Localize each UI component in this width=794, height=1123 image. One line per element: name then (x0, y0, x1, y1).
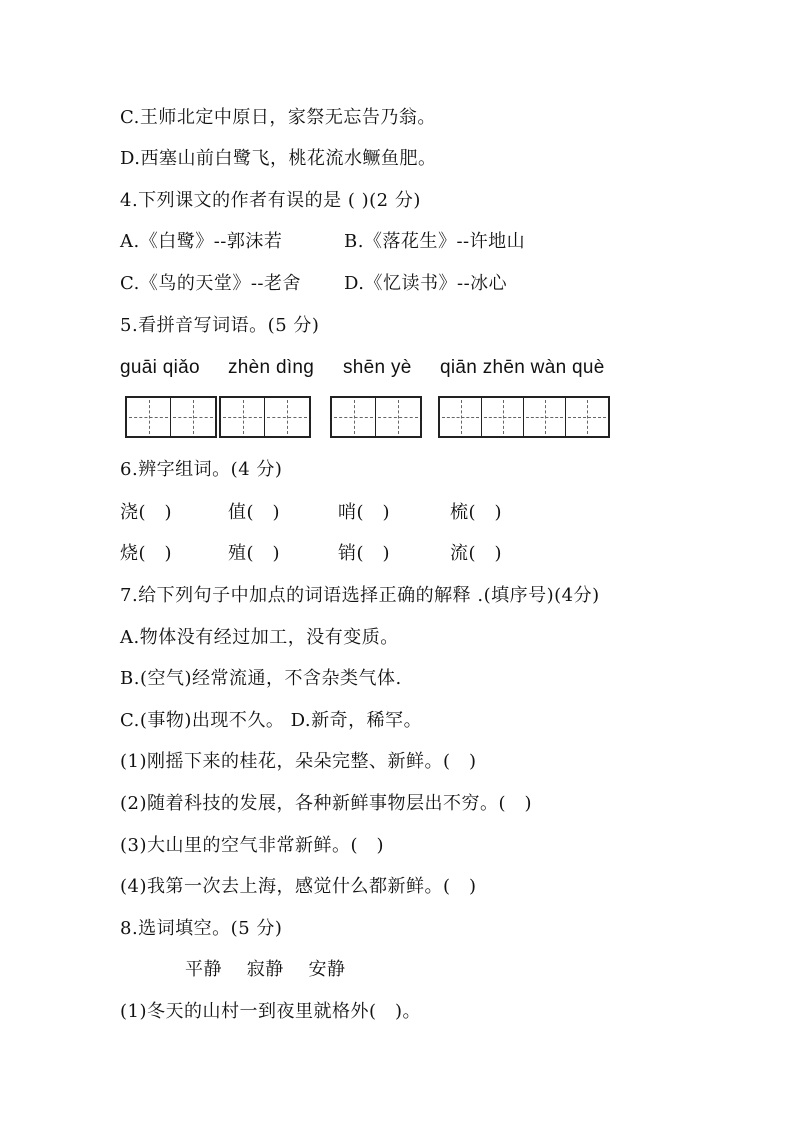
q7-sentence-2: (2)随着科技的发展，各种新鲜事物层出不穷。( ) (120, 793, 533, 814)
q5-title: 5.看拼音写词语。(5 分) (120, 315, 320, 336)
q6-item: 销( ) (338, 543, 391, 564)
writing-cell[interactable] (332, 398, 376, 436)
q6-item: 烧( ) (120, 543, 173, 564)
q6-title: 6.辨字组词。(4 分) (120, 459, 283, 480)
q3-option-d: D.西塞山前白鹭飞，桃花流水鳜鱼肥。 (120, 148, 437, 169)
writing-cell[interactable] (221, 398, 265, 436)
q4-title: 4.下列课文的作者有误的是 ( )(2 分) (120, 190, 421, 211)
q6-item: 殖( ) (228, 543, 281, 564)
writing-cell[interactable] (566, 398, 608, 436)
q5-pinyin-1: guāi qiǎo (120, 357, 200, 378)
q7-title: 7.给下列句子中加点的词语选择正确的解释 .(填序号)(4分) (120, 585, 600, 606)
q7-definition-a: A.物体没有经过加工，没有变质。 (120, 627, 399, 648)
q6-item: 梳( ) (450, 502, 503, 523)
q5-pinyin-3: shēn yè (343, 357, 412, 378)
writing-cell[interactable] (171, 398, 215, 436)
q6-item: 哨( ) (338, 502, 391, 523)
q8-word-choices: 平静 寂静 安静 (185, 959, 346, 980)
writing-cell[interactable] (524, 398, 566, 436)
q6-item: 流( ) (450, 543, 503, 564)
q7-definition-b: B.(空气)经常流通，不含杂类气体. (120, 668, 402, 689)
writing-cell[interactable] (376, 398, 420, 436)
q7-sentence-3: (3)大山里的空气非常新鲜。( ) (120, 835, 385, 856)
q8-title: 8.选词填空。(5 分) (120, 918, 283, 939)
q8-sentence-1: (1)冬天的山村一到夜里就格外( )。 (120, 1001, 422, 1022)
q4-option-b: B.《落花生》--许地山 (344, 231, 526, 252)
writing-cell[interactable] (127, 398, 171, 436)
q5-answer-boxes-2[interactable] (219, 396, 311, 438)
q5-answer-boxes-1[interactable] (125, 396, 217, 438)
q3-option-c: C.王师北定中原日，家祭无忘告乃翁。 (120, 107, 436, 128)
q4-option-a: A.《白鹭》--郭沫若 (120, 231, 283, 252)
q4-option-c: C.《鸟的天堂》--老舍 (120, 273, 302, 294)
q5-answer-boxes-4[interactable] (438, 396, 610, 438)
q5-pinyin-4: qiān zhēn wàn què (440, 357, 605, 378)
q4-option-d: D.《忆读书》--冰心 (344, 273, 508, 294)
q6-item: 浇( ) (120, 502, 173, 523)
q5-pinyin-2: zhèn dìng (228, 357, 315, 378)
writing-cell[interactable] (482, 398, 524, 436)
writing-cell[interactable] (440, 398, 482, 436)
q7-sentence-4: (4)我第一次去上海，感觉什么都新鲜。( ) (120, 876, 477, 897)
q7-sentence-1: (1)刚摇下来的桂花，朵朵完整、新鲜。( ) (120, 751, 477, 772)
q6-item: 值( ) (228, 502, 281, 523)
writing-cell[interactable] (265, 398, 309, 436)
q7-definition-c-d: C.(事物)出现不久。 D.新奇，稀罕。 (120, 710, 423, 731)
q5-answer-boxes-3[interactable] (330, 396, 422, 438)
